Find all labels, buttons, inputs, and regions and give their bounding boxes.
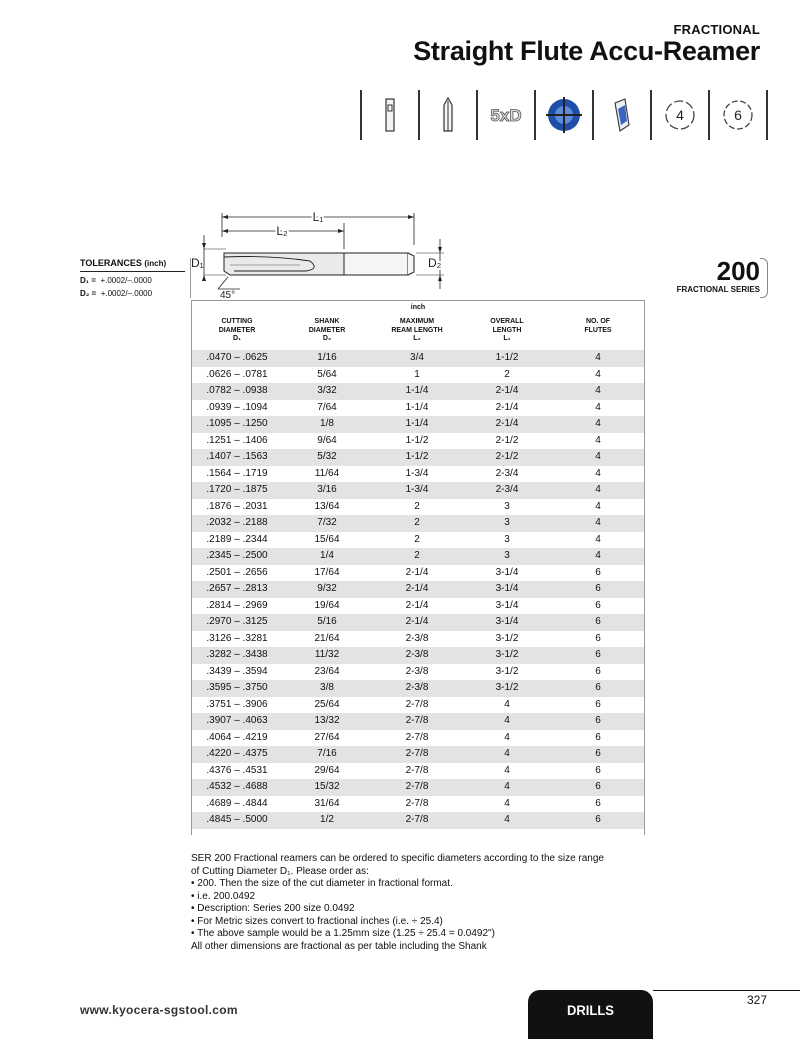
ordering-notes: [191, 853, 651, 953]
table-cell: 6: [595, 682, 601, 693]
table-cell: .4220 – .4375: [206, 748, 268, 759]
reamer-tip-icon: [594, 90, 650, 140]
table-cell: 23/64: [314, 665, 340, 677]
table-cell: .1095 – .1250: [206, 418, 268, 429]
table-cell: 1-3/4: [405, 467, 429, 479]
table-cell: .2189 – .2344: [206, 533, 268, 545]
table-cell: .2501 – .2656: [206, 566, 268, 578]
table-cell: .4376 – .4531: [206, 764, 268, 776]
feature-icon-row: [360, 90, 770, 140]
tolerances-unit: (inch): [144, 259, 167, 268]
note-line: • 200. Then the size of the cut diameter in fractional format.: [191, 878, 453, 889]
five-x-d-icon: [478, 90, 534, 140]
section-kicker: FRACTIONAL: [673, 22, 760, 37]
table-row: [192, 565, 644, 582]
table-cell: 4: [504, 781, 510, 792]
table-row: [192, 713, 644, 730]
table-row: [192, 449, 644, 466]
table-cell: 2-7/8: [405, 781, 429, 792]
table-cell: 6: [595, 698, 601, 710]
four-flute-label: 4: [676, 107, 684, 123]
table-row: [192, 548, 644, 565]
table-cell: .1876 – .2031: [206, 500, 268, 512]
d1-label: D₁: [191, 256, 204, 270]
table-cell: 6: [595, 781, 601, 792]
table-cell: 5/16: [317, 616, 337, 627]
table-cell: 3/16: [317, 484, 337, 495]
website-link[interactable]: www.kyocera-sgstool.com: [80, 1003, 238, 1017]
table-row: [192, 730, 644, 747]
table-row: [192, 812, 644, 829]
table-cell: 5/64: [317, 368, 337, 380]
table-header: [192, 314, 644, 350]
table-row: [192, 482, 644, 499]
table-cell: 1-1/4: [405, 401, 429, 413]
tolerance-d2: [80, 289, 185, 298]
table-cell: 4: [595, 368, 601, 380]
table-cell: 4: [504, 748, 510, 759]
six-flute-icon: [710, 90, 766, 140]
series-bracket: [760, 258, 768, 298]
header-cutting-diameter: [192, 318, 282, 350]
table-cell: 3-1/4: [495, 599, 519, 611]
table-cell: 4: [504, 698, 510, 710]
table-cell: 6: [595, 632, 601, 644]
table-cell: 3-1/2: [495, 632, 519, 644]
table-cell: 2-3/8: [405, 649, 429, 660]
table-cell: 6: [595, 731, 601, 743]
table-cell: 6: [595, 566, 601, 578]
table-cell: 2-7/8: [405, 797, 429, 809]
table-unit: inch: [410, 304, 426, 311]
table-cell: 2: [504, 368, 510, 380]
table-cell: 11/64: [314, 467, 340, 479]
table-cell: 1/16: [317, 352, 337, 363]
table-cell: 2-1/2: [495, 434, 519, 446]
table-row: [192, 515, 644, 532]
table-cell: 31/64: [314, 797, 340, 809]
table-cell: .4532 – .4688: [206, 781, 268, 792]
l1-label: L₁: [312, 210, 324, 224]
table-cell: 6: [595, 748, 601, 759]
table-cell: 3-1/4: [495, 616, 519, 627]
table-cell: 3-1/2: [495, 682, 519, 693]
header-line: REAM LENGTH: [391, 326, 443, 334]
table-cell: 2-1/4: [495, 401, 519, 413]
table-cell: .2345 – .2500: [206, 550, 268, 561]
table-cell: 6: [595, 764, 601, 776]
note-line: • Description: Series 200 size 0.0492: [191, 903, 355, 914]
note-line: SER 200 Fractional reamers can be ordered to specific diameters according to the size range: [191, 853, 604, 864]
table-cell: 4: [595, 500, 601, 512]
header-shank-diameter: [282, 318, 372, 350]
header-line: L₂: [413, 335, 421, 342]
table-cell: .3595 – .3750: [206, 682, 268, 693]
table-cell: 6: [595, 616, 601, 627]
table-row: [192, 664, 644, 681]
table-cell: 2-1/4: [405, 599, 429, 611]
table-row: [192, 763, 644, 780]
table-cell: 4: [595, 467, 601, 479]
table-cell: 3-1/4: [495, 583, 519, 594]
l2-label: L₂: [276, 224, 288, 238]
table-cell: 2-7/8: [405, 748, 429, 759]
table-cell: 2-7/8: [405, 814, 429, 825]
table-cell: 2-1/2: [495, 451, 519, 462]
table-cell: .3439 – .3594: [206, 665, 268, 677]
table-cell: 4: [595, 484, 601, 495]
header-line: SHANK: [314, 318, 340, 325]
table-cell: .4689 – .4844: [206, 797, 268, 809]
tolerances-block: [80, 258, 185, 298]
table-cell: 21/64: [314, 632, 340, 644]
table-cell: .0782 – .0938: [206, 385, 268, 396]
table-cell: 3/8: [320, 682, 334, 693]
table-row: [192, 499, 644, 516]
table-cell: 6: [595, 649, 601, 660]
table-row: [192, 746, 644, 763]
table-cell: 4: [504, 814, 510, 825]
table-cell: .2814 – .2969: [206, 599, 268, 611]
table-row: [192, 416, 644, 433]
tolerance-d2-value: +.0002/–.0000: [100, 289, 153, 298]
tolerance-d2-label: D₂ =: [80, 289, 97, 298]
page-title: Straight Flute Accu-Reamer: [413, 36, 760, 66]
series-label: FRACTIONAL SERIES: [676, 285, 760, 294]
table-cell: 6: [595, 715, 601, 726]
table-cell: 6: [595, 583, 601, 594]
table-cell: .0939 – .1094: [206, 401, 268, 413]
table-row: [192, 581, 644, 598]
table-row: [192, 433, 644, 450]
table-cell: 4: [504, 764, 510, 776]
header-max-ream-length: [372, 318, 462, 350]
table-cell: 2: [414, 517, 420, 528]
table-cell: 19/64: [314, 599, 340, 611]
table-row: [192, 680, 644, 697]
coolant-through-icon: [536, 90, 592, 140]
table-cell: 2-7/8: [405, 698, 429, 710]
header-line: NO. OF: [585, 318, 611, 325]
note-line: • The above sample would be a 1.25mm size (1.25 ÷ 25.4 = 0.0492"): [191, 928, 495, 939]
table-cell: 7/64: [317, 401, 337, 413]
table-cell: 3: [504, 550, 510, 561]
table-cell: 1: [414, 368, 420, 380]
spec-table: [191, 300, 645, 835]
tolerance-d1: [80, 276, 185, 285]
table-cell: .1564 – .1719: [206, 467, 268, 479]
table-cell: 2-3/8: [405, 665, 429, 677]
table-cell: 2-1/4: [405, 583, 429, 594]
straight-shank-icon: [362, 90, 418, 140]
table-cell: 1/2: [320, 814, 334, 825]
table-row: [192, 697, 644, 714]
table-cell: 11/32: [314, 649, 340, 660]
four-flute-icon: [652, 90, 708, 140]
table-body: [192, 350, 644, 829]
table-cell: 2: [414, 533, 420, 545]
table-cell: .2970 – .3125: [206, 616, 268, 627]
table-cell: 6: [595, 797, 601, 809]
tolerances-title: [80, 258, 185, 272]
table-cell: 2-1/4: [495, 385, 519, 396]
five-x-d-label: 5xD: [490, 106, 522, 125]
table-cell: 4: [504, 797, 510, 809]
table-cell: 4: [595, 434, 601, 446]
header-line: DIAMETER: [218, 326, 256, 334]
table-cell: .3282 – .3438: [206, 649, 268, 660]
table-cell: 9/32: [317, 583, 337, 594]
tolerances-label: TOLERANCES: [80, 258, 142, 268]
table-cell: 1/8: [320, 418, 334, 429]
note-line: • For Metric sizes convert to fractional inches (i.e. ÷ 25.4): [191, 915, 443, 927]
table-row: [192, 779, 644, 796]
header-line: OVERALL: [490, 318, 524, 325]
table-cell: 7/32: [317, 517, 337, 528]
table-cell: 15/32: [314, 781, 340, 792]
table-cell: 2-3/8: [405, 682, 429, 693]
tolerance-d1-value: +.0002/–.0000: [100, 276, 152, 285]
table-cell: .3126 – .3281: [206, 632, 268, 644]
table-cell: .4064 – .4219: [206, 731, 268, 743]
table-row: [192, 598, 644, 615]
table-cell: .0470 – .0625: [206, 352, 268, 363]
table-cell: 13/32: [314, 715, 340, 726]
table-cell: 29/64: [314, 764, 340, 776]
six-flute-label: 6: [734, 107, 742, 123]
tolerance-d1-label: D₁ =: [80, 276, 96, 285]
table-cell: 2-7/8: [405, 715, 429, 726]
table-cell: 1/4: [320, 550, 334, 561]
table-row: [192, 532, 644, 549]
table-cell: 3: [504, 533, 510, 545]
table-cell: 1-3/4: [405, 484, 429, 495]
page-number: 327: [746, 993, 767, 1007]
table-cell: 1-1/4: [405, 385, 429, 396]
table-cell: .1251 – .1406: [206, 434, 268, 446]
table-cell: 1-1/2: [405, 434, 429, 446]
table-row: [192, 350, 644, 367]
table-cell: 2-3/8: [405, 632, 429, 644]
table-row: [192, 400, 644, 417]
table-cell: .3751 – .3906: [206, 698, 268, 710]
table-cell: 27/64: [314, 731, 340, 743]
header-line: FLUTES: [584, 326, 612, 334]
note-line: All other dimensions are fractional as per table including the Shank: [191, 940, 487, 952]
table-cell: 15/64: [314, 533, 340, 545]
table-row: [192, 367, 644, 384]
table-cell: 5/32: [317, 451, 337, 462]
table-row: [192, 796, 644, 813]
table-cell: 2-7/8: [405, 731, 429, 743]
table-cell: 2-7/8: [405, 764, 429, 776]
table-cell: 2-3/4: [495, 484, 519, 495]
table-cell: 9/64: [317, 434, 337, 446]
table-row: [192, 647, 644, 664]
table-cell: 3-1/2: [495, 665, 519, 677]
table-cell: 3: [504, 500, 510, 512]
header-line: DIAMETER: [308, 326, 346, 334]
header-line: MAXIMUM: [399, 318, 435, 325]
series-number: 200: [716, 256, 760, 286]
table-cell: 4: [595, 401, 601, 413]
table-cell: 2-1/4: [405, 566, 429, 578]
table-cell: 7/16: [317, 748, 337, 759]
header-line: L₁: [503, 335, 511, 342]
table-cell: 13/64: [314, 500, 340, 512]
table-cell: 2: [414, 500, 420, 512]
header-line: D₂: [322, 335, 332, 342]
d2-label: D₂: [428, 256, 442, 270]
table-row: [192, 383, 644, 400]
table-cell: 4: [595, 352, 601, 363]
icon-divider: [766, 90, 768, 140]
table-cell: 4: [595, 550, 601, 561]
table-cell: 3: [504, 517, 510, 528]
angle-label: 45°: [220, 290, 236, 300]
table-row: [192, 466, 644, 483]
table-cell: 6: [595, 814, 601, 825]
header-line: CUTTING: [221, 318, 253, 325]
table-cell: 4: [504, 731, 510, 743]
straight-flute-icon: [420, 90, 476, 140]
table-cell: .2032 – .2188: [206, 517, 268, 528]
table-cell: 6: [595, 599, 601, 611]
table-cell: 3-1/2: [495, 649, 519, 660]
section-tab-label: DRILLS: [567, 1002, 614, 1019]
note-line: • i.e. 200.0492: [191, 890, 256, 902]
table-cell: 3-1/4: [495, 566, 519, 578]
table-cell: .4845 – .5000: [206, 814, 268, 825]
table-cell: 1-1/2: [495, 352, 519, 363]
table-cell: .1407 – .1563: [206, 451, 268, 462]
table-cell: .3907 – .4063: [206, 715, 268, 726]
table-cell: .2657 – .2813: [206, 583, 268, 594]
reamer-drawing: [190, 205, 460, 300]
table-cell: 4: [595, 517, 601, 528]
header-line: LENGTH: [492, 326, 522, 334]
table-cell: 4: [595, 418, 601, 429]
header-flutes: [552, 318, 644, 350]
table-cell: .1720 – .1875: [206, 484, 268, 495]
table-cell: .0626 – .0781: [206, 368, 268, 380]
table-cell: 4: [595, 451, 601, 462]
table-cell: 2-3/4: [495, 467, 519, 479]
table-cell: 2-1/4: [405, 616, 429, 627]
table-cell: 3/4: [410, 352, 424, 363]
table-cell: 25/64: [314, 698, 340, 710]
table-row: [192, 631, 644, 648]
table-cell: 6: [595, 665, 601, 677]
note-line: of Cutting Diameter D₁. Please order as:: [191, 865, 369, 877]
footer-rule: [653, 990, 800, 991]
table-row: [192, 614, 644, 631]
table-cell: 1-1/2: [405, 451, 429, 462]
table-cell: 2-1/4: [495, 418, 519, 429]
table-cell: 2: [414, 550, 420, 561]
table-cell: 3/32: [317, 385, 337, 396]
header-line: D₁: [233, 335, 241, 342]
table-cell: 1-1/4: [405, 418, 429, 429]
table-cell: 4: [595, 385, 601, 396]
table-cell: 17/64: [314, 566, 340, 578]
header-overall-length: [462, 318, 552, 350]
table-cell: 4: [595, 533, 601, 545]
section-tab[interactable]: [528, 990, 653, 1039]
table-cell: 4: [504, 715, 510, 726]
